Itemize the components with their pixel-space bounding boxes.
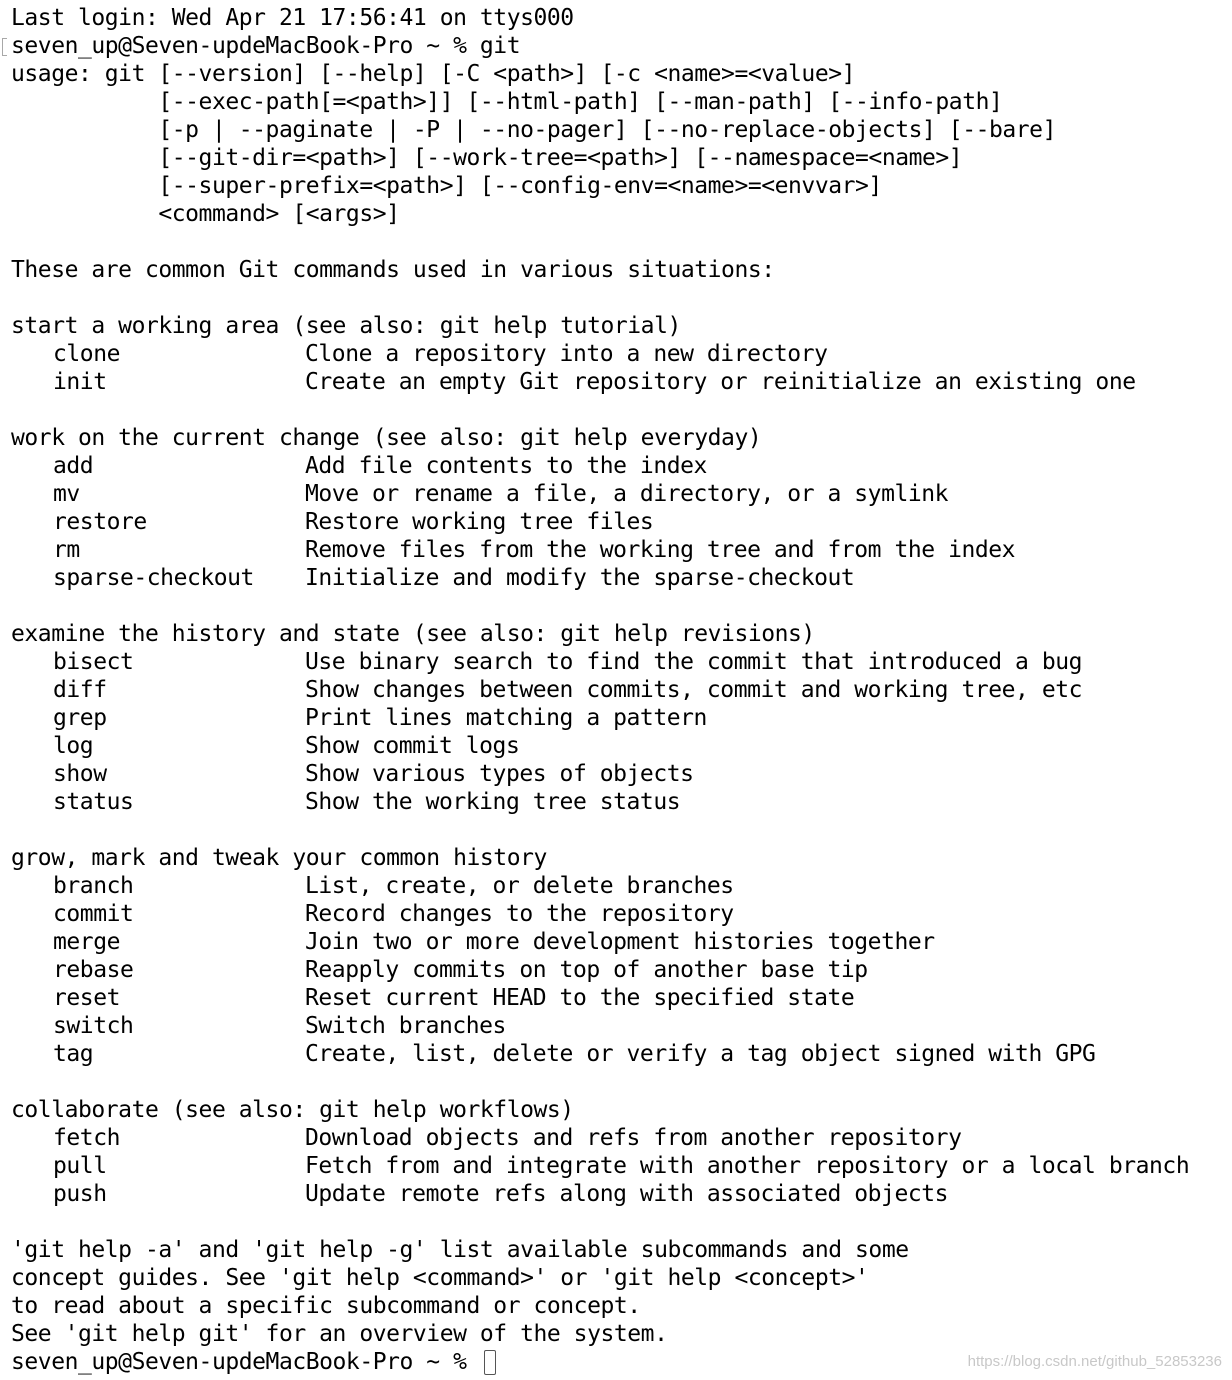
command-line	[11, 32, 1232, 60]
command-description: Create an empty Git repository or reinitialize an existing one	[305, 369, 1136, 395]
command-description: Show commit logs	[305, 733, 520, 759]
command-description: Add file contents to the index	[305, 453, 707, 479]
usage-line: <command> [<args>]	[11, 201, 400, 227]
help-footer	[11, 1236, 1232, 1348]
section-examine-history	[11, 620, 1232, 816]
command-row-merge	[11, 928, 1232, 956]
command-row-tag	[11, 1040, 1232, 1068]
prompt-mark-bracket	[2, 38, 7, 56]
section-collaborate	[11, 1096, 1232, 1208]
command-name: tag	[53, 1041, 94, 1067]
command-name: clone	[53, 341, 120, 367]
command-description: Initialize and modify the sparse-checkout	[305, 565, 855, 591]
watermark: https://blog.csdn.net/github_52853236	[967, 1353, 1222, 1370]
command-row-pull	[11, 1152, 1232, 1180]
usage-line: usage: git [--version] [--help] [-C <path>] [-c <name>=<value>]	[11, 61, 856, 87]
command-row-grep	[11, 704, 1232, 732]
command-name: mv	[53, 481, 80, 507]
command-row-status	[11, 788, 1232, 816]
usage-line: [-p | --paginate | -P | --no-pager] [--no-replace-objects] [--bare]	[11, 117, 1056, 143]
command-name: init	[53, 369, 107, 395]
command-description: Print lines matching a pattern	[305, 705, 707, 731]
command-row-rm	[11, 536, 1232, 564]
command-name: switch	[53, 1013, 134, 1039]
command-description: Join two or more development histories together	[305, 929, 935, 955]
command-row-fetch	[11, 1124, 1232, 1152]
blank-line	[11, 396, 1232, 424]
command-name: push	[53, 1181, 107, 1207]
command-row-clone	[11, 340, 1232, 368]
command-row-log	[11, 732, 1232, 760]
command-description: Use binary search to find the commit that introduced a bug	[305, 649, 1083, 675]
command-row-restore	[11, 508, 1232, 536]
usage-line: [--git-dir=<path>] [--work-tree=<path>] [--namespace=<name>]	[11, 145, 963, 171]
command-name: bisect	[53, 649, 134, 675]
blank-line	[11, 1068, 1232, 1096]
command-description: Restore working tree files	[305, 509, 654, 535]
usage-line: [--super-prefix=<path>] [--config-env=<name>=<envvar>]	[11, 173, 882, 199]
command-description: Reapply commits on top of another base tip	[305, 957, 868, 983]
command-row-commit	[11, 900, 1232, 928]
usage-line: [--exec-path[=<path>]] [--html-path] [--man-path] [--info-path]	[11, 89, 1003, 115]
command-description: Create, list, delete or verify a tag object signed with GPG	[305, 1041, 1096, 1067]
command-row-sparse-checkout	[11, 564, 1232, 592]
command-row-bisect	[11, 648, 1232, 676]
footer-line: to read about a specific subcommand or concept.	[11, 1293, 641, 1319]
command-name: pull	[53, 1153, 107, 1179]
command-description: Fetch from and integrate with another repository or a local branch	[305, 1153, 1190, 1179]
usage-block	[11, 60, 1232, 228]
command-description: Reset current HEAD to the specified state	[305, 985, 855, 1011]
command-name: reset	[53, 985, 120, 1011]
command-name: log	[53, 733, 94, 759]
command-description: List, create, or delete branches	[305, 873, 734, 899]
command-name: diff	[53, 677, 107, 703]
command-name: restore	[53, 509, 147, 535]
prompt-text: seven_up@Seven-updeMacBook-Pro ~ %	[11, 33, 480, 59]
command-row-mv	[11, 480, 1232, 508]
command-name: rm	[53, 537, 80, 563]
command-name: fetch	[53, 1125, 120, 1151]
command-description: Show various types of objects	[305, 761, 694, 787]
command-row-add	[11, 452, 1232, 480]
section-grow-mark-tweak	[11, 844, 1232, 1068]
command-row-push	[11, 1180, 1232, 1208]
command-description: Download objects and refs from another repository	[305, 1125, 962, 1151]
command-name: add	[53, 453, 94, 479]
command-row-reset	[11, 984, 1232, 1012]
command-name: sparse-checkout	[53, 565, 254, 591]
command-row-rebase	[11, 956, 1232, 984]
section-title: work on the current change (see also: git help everyday)	[11, 425, 762, 451]
section-title: collaborate (see also: git help workflows)	[11, 1097, 574, 1123]
command-name: status	[53, 789, 134, 815]
command-name: rebase	[53, 957, 134, 983]
footer-line: concept guides. See 'git help <command>' or 'git help <concept>'	[11, 1265, 869, 1291]
blank-line	[11, 284, 1232, 312]
command-row-diff	[11, 676, 1232, 704]
section-title: start a working area (see also: git help tutorial)	[11, 313, 681, 339]
intro-text: These are common Git commands used in various situations:	[11, 257, 775, 283]
blank-line	[11, 592, 1232, 620]
section-title: grow, mark and tweak your common history	[11, 845, 547, 871]
blank-line	[11, 1208, 1232, 1236]
command-description: Update remote refs along with associated objects	[305, 1181, 949, 1207]
entered-command: git	[479, 33, 521, 59]
section-title: examine the history and state (see also: git help revisions)	[11, 621, 815, 647]
footer-line: See 'git help git' for an overview of the system.	[11, 1321, 668, 1347]
command-name: branch	[53, 873, 134, 899]
command-description: Show changes between commits, commit and working tree, etc	[305, 677, 1083, 703]
command-description: Switch branches	[305, 1013, 506, 1039]
section-start-working-area	[11, 312, 1232, 396]
command-name: show	[53, 761, 107, 787]
last-login-line: Last login: Wed Apr 21 17:56:41 on ttys000	[11, 5, 574, 31]
command-description: Move or rename a file, a directory, or a symlink	[305, 481, 949, 507]
section-work-on-current-change	[11, 424, 1232, 592]
blank-line	[11, 228, 1232, 256]
footer-line: 'git help -a' and 'git help -g' list available subcommands and some	[11, 1237, 909, 1263]
command-row-branch	[11, 872, 1232, 900]
command-name: merge	[53, 929, 120, 955]
command-name: grep	[53, 705, 107, 731]
command-name: commit	[53, 901, 134, 927]
command-description: Record changes to the repository	[305, 901, 734, 927]
blank-line	[11, 816, 1232, 844]
command-description: Clone a repository into a new directory	[305, 341, 828, 367]
command-row-show	[11, 760, 1232, 788]
command-row-init	[11, 368, 1232, 396]
command-row-switch	[11, 1012, 1232, 1040]
command-description: Remove files from the working tree and from the index	[305, 537, 1016, 563]
command-description: Show the working tree status	[305, 789, 681, 815]
text-cursor[interactable]	[484, 1350, 496, 1375]
prompt-text: seven_up@Seven-updeMacBook-Pro ~ %	[11, 1349, 480, 1375]
